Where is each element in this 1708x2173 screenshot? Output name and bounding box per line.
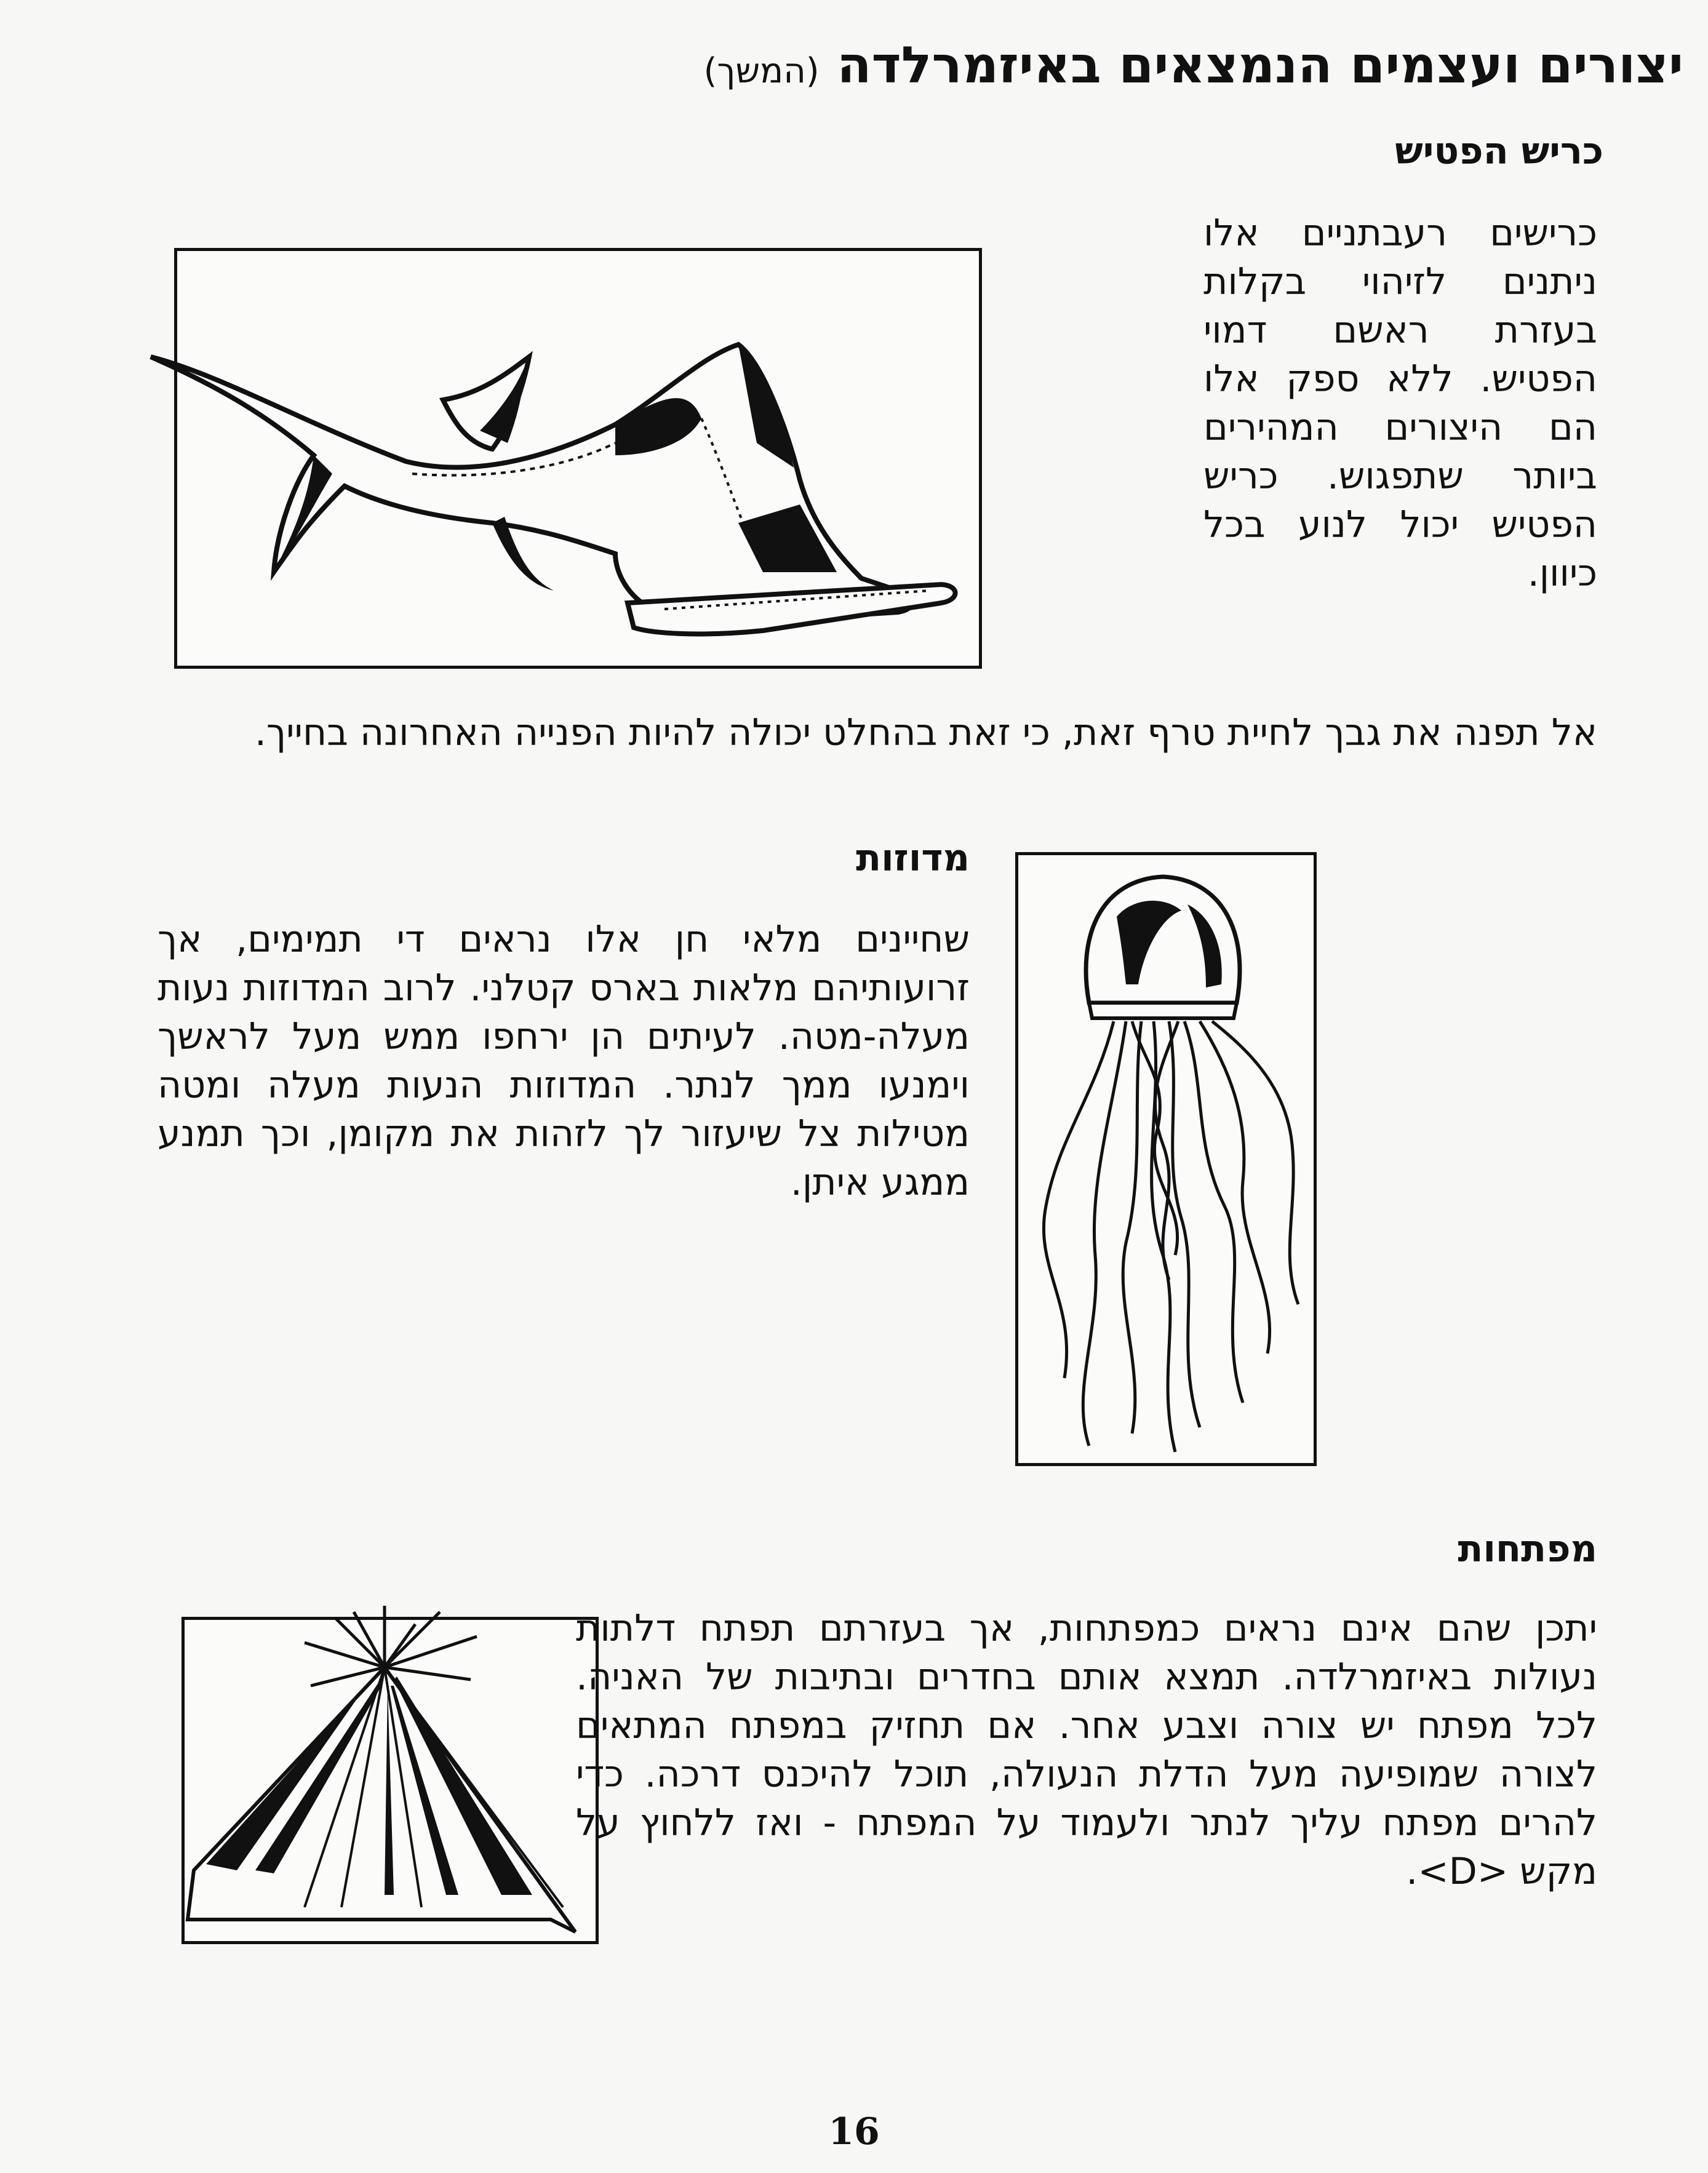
jellyfish-description: שחיינים מלאי חן אלו נראים די תמימים, אך זרועותיהם מלאות בארס קטלני. לרוב המדוזות נעות מעלה-מטה. לעיתים הן ירחפו ממש מעל לראשך וימנעו ממך לנתר. המדוזות הנעות מעלה ומטה מטילות צל שיעזור לך לזהות את מקומן, וכך תמנע ממגע איתן. [158,918,970,1204]
jellyfish-heading: מדוזות [856,837,970,880]
page-title-text: יצורים ועצמים הנמצאים באיזמרלדה [837,36,1683,95]
page-number: 16 [828,2110,880,2153]
shark-description: כרישים רעבתניים אלו ניתנים לזיהוי בקלות בעזרת ראשם דמוי הפטיש. ללא ספק אלו הם היצורים המהירים ביותר שתפגוש. כריש הפטיש יכול לנוע בכל כיוון. [1203,212,1597,595]
shark-warning: אל תפנה את גבך לחיית טרף זאת, כי זאת בהחלט יכולה להיות הפנייה האחרונה בחייך. [254,711,1597,754]
keys-heading: מפתחות [1458,1528,1597,1571]
page-title [268,32,1683,105]
shark-heading: כריש הפטיש [1395,130,1603,173]
page-title-suffix: (המשך) [703,51,820,91]
key-icon [182,1600,612,1956]
keys-description: יתכן שהם אינם נראים כמפתחות, אך בעזרתם תפתח דלתות נעולות באיזמרלדה. תמצא אותם בחדרים ובתיבות של האניה. לכל מפתח יש צורה וצבע אחר. אם תחזיק במפתח המתאים לצורה שמופיעה מעל הדלת הנעולה, תוכל להיכנס דרכה. כדי להרים מפתח עליך לנתר ולעמוד על המפתח - ואז ללחוץ על מקש <D>. [576,1607,1597,1893]
hammerhead-shark-icon [148,320,997,640]
jellyfish-icon [1021,861,1311,1458]
